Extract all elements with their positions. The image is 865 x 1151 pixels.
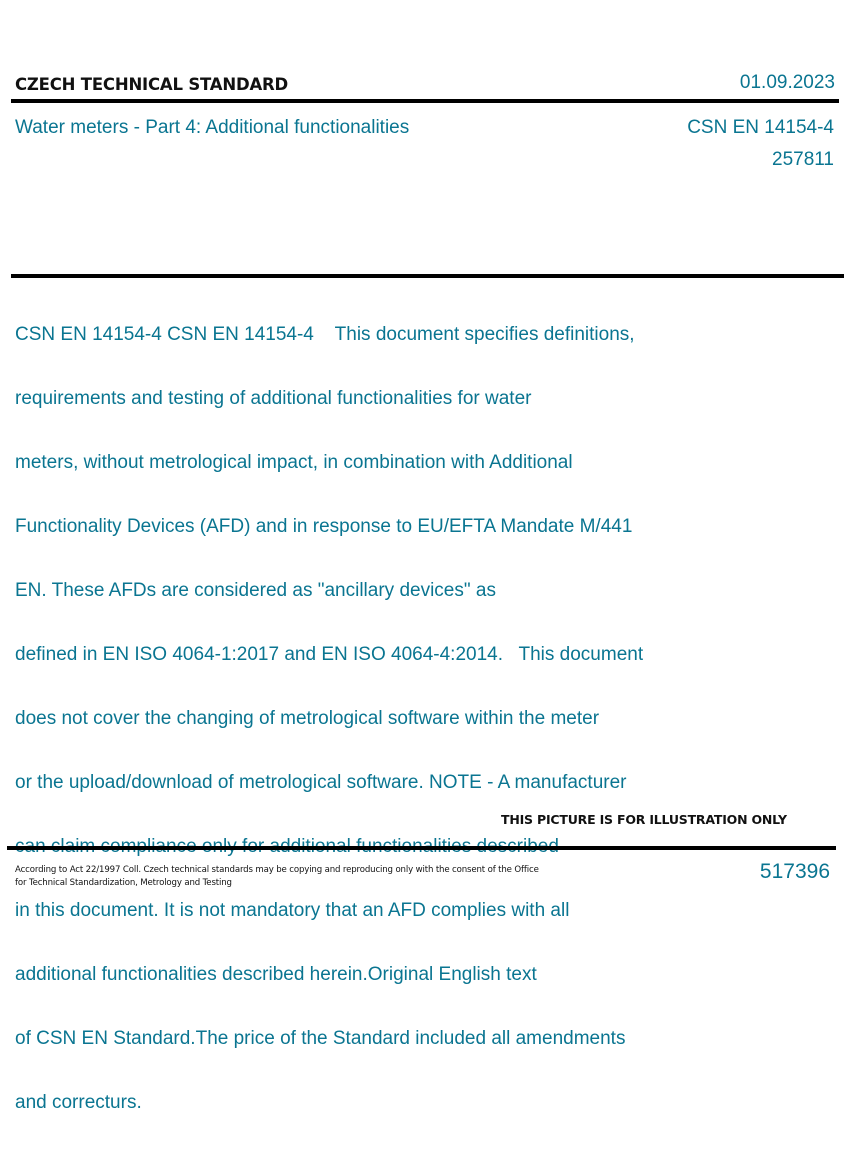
abstract-line: in this document. It is not mandatory that an AFD complies with all [15, 900, 570, 921]
standard-number: CSN EN 14154-4 [687, 117, 834, 138]
footer-divider [7, 846, 836, 850]
illustration-notice: THIS PICTURE IS FOR ILLUSTRATION ONLY [501, 812, 787, 827]
abstract-line: or the upload/download of metrological software. NOTE - A manufacturer [15, 772, 627, 793]
legal-notice-line: for Technical Standardization, Metrology and Testing [15, 878, 232, 888]
document-code: 517396 [759, 860, 830, 883]
title-divider [11, 274, 844, 278]
header-divider [11, 99, 839, 103]
abstract-line: defined in EN ISO 4064-1:2017 and EN ISO 4064-4:2014. This document [15, 644, 644, 665]
abstract-text [15, 287, 745, 1151]
abstract-line: does not cover the changing of metrological software within the meter [15, 708, 600, 729]
legal-notice [15, 864, 595, 890]
abstract-line: and correcturs. [15, 1092, 142, 1113]
publication-date: 01.09.2023 [739, 72, 835, 93]
abstract-line: Functionality Devices (AFD) and in response to EU/EFTA Mandate M/441 [15, 516, 633, 537]
abstract-line: meters, without metrological impact, in combination with Additional [15, 452, 573, 473]
legal-notice-line: According to Act 22/1997 Coll. Czech technical standards may be copying and reproducing only with the consent of the Office [15, 865, 539, 875]
abstract-line: CSN EN 14154-4 CSN EN 14154-4 This document specifies definitions, [15, 324, 635, 345]
document-title: Water meters - Part 4: Additional functionalities [15, 117, 410, 138]
abstract-line: additional functionalities described herein.Original English text [15, 964, 537, 985]
standard-type-heading: CZECH TECHNICAL STANDARD [15, 75, 289, 94]
abstract-line: EN. These AFDs are considered as "ancillary devices" as [15, 580, 496, 601]
abstract-line: of CSN EN Standard.The price of the Standard included all amendments [15, 1028, 626, 1049]
abstract-line: requirements and testing of additional functionalities for water [15, 388, 532, 409]
catalog-number: 257811 [772, 149, 834, 170]
